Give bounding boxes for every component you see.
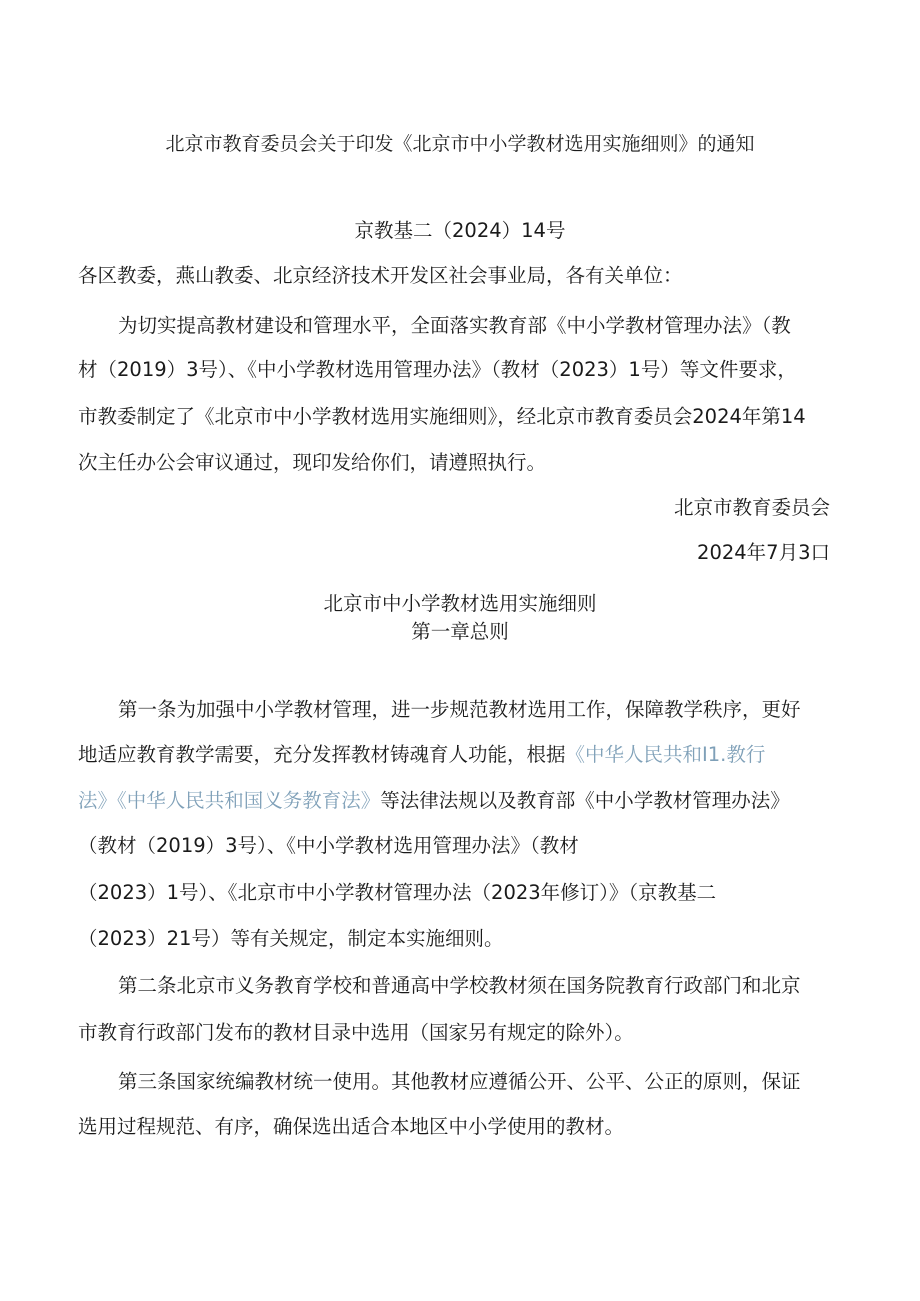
notice-title: 北京市教育委员会关于印发《北京市中小学教材选用实施细则》的通知 <box>165 133 755 155</box>
rules-title: 北京市中小学教材选用实施细则 <box>323 592 597 615</box>
notice-body-line: 市教委制定了《北京市中小学教材选用实施细则》，经北京市教育委员会2024年第14 <box>78 405 806 428</box>
article-1-text: 等法律法规以及教育部《中小学教材管理办法》 <box>380 789 790 812</box>
article-3-line: 选用过程规范、有序，确保选出适合本地区中小学使用的教材。 <box>78 1115 625 1138</box>
signature: 北京市教育委员会 <box>673 496 830 519</box>
document-number: 京教基二（2024）14号 <box>354 219 566 242</box>
recipients-line: 各区教委，燕山教委、北京经济技术开发区社会事业局，各有关单位： <box>78 264 683 287</box>
article-1-line: （2023）1号）、《北京市中小学教材管理办法（2023年修订）》（京教基二 <box>78 881 717 904</box>
article-1-line: （教材（2019）3号）、《中小学教材选用管理办法》（教材 <box>78 834 579 857</box>
article-2-line: 第二条北京市义务教育学校和普通高中学校教材须在国务院教育行政部门和北京 <box>118 974 801 997</box>
article-1-line <box>78 742 765 768</box>
chapter-heading: 第一章总则 <box>411 620 509 643</box>
law-reference-link[interactable]: 法》《中华人民共和国义务教育法》 <box>78 789 381 812</box>
article-1-line: 第一条为加强中小学教材管理，进一步规范教材选用工作，保障教学秩序，更好 <box>118 698 801 721</box>
notice-date: 2024年7月3口 <box>697 541 830 564</box>
notice-body-line: 次主任办公会审议通过，现印发给你们，请遵照执行。 <box>78 451 547 474</box>
article-3-line: 第三条国家统编教材统一使用。其他教材应遵循公开、公平、公正的原则，保证 <box>118 1070 801 1093</box>
law-reference-link[interactable]: 《中华人民共和I1.教行 <box>565 743 766 766</box>
notice-body-line: 为切实提高教材建设和管理水平，全面落实教育部《中小学教材管理办法》（教 <box>118 314 791 337</box>
article-1-line <box>78 788 790 814</box>
notice-body-line: 材（2019）3号）、《中小学教材选用管理办法》（教材（2023）1号）等文件要求， <box>78 358 797 381</box>
article-1-text: 地适应教育教学需要，充分发挥教材铸魂育人功能，根据 <box>78 743 566 766</box>
article-1-line: （2023）21号）等有关规定，制定本实施细则。 <box>78 927 504 950</box>
article-2-line: 市教育行政部门发布的教材目录中选用（国家另有规定的除外）。 <box>78 1021 634 1044</box>
